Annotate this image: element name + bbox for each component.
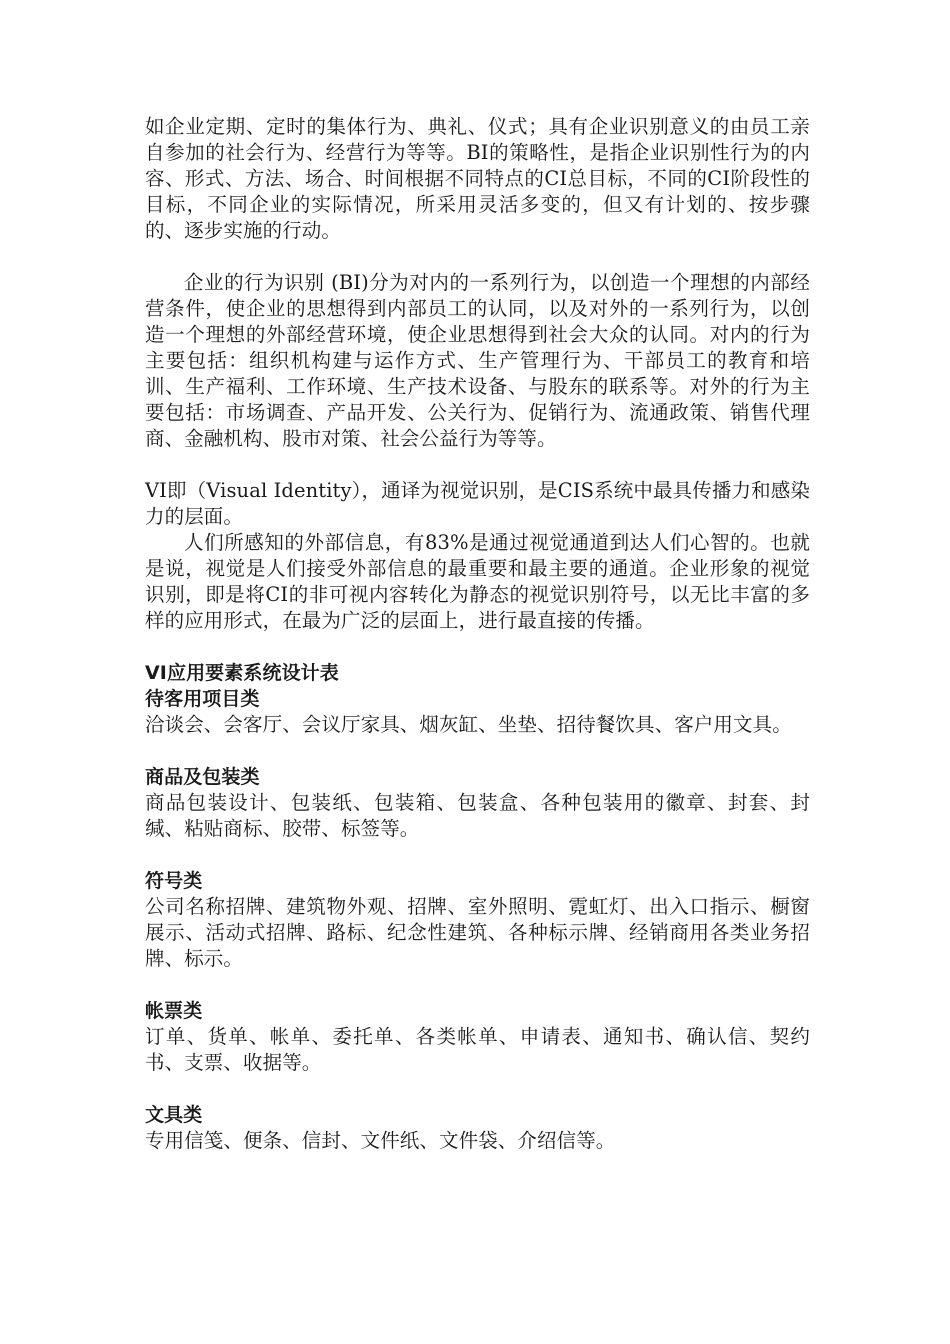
category-content: 专用信笺、便条、信封、文件纸、文件袋、介绍信等。	[145, 1129, 616, 1152]
category-forms	[145, 998, 810, 1076]
paragraph-vi-perception: 人们所感知的外部信息，有83%是通过视觉通道到达人们心智的。也就是说，视觉是人们接受外部信息的最重要和最主要的通道。企业形象的视觉识别，即是将CI的非可视内容转化为静态的视觉识别符号，以无比丰富的多样的应用形式，在最为广泛的层面上，进行最直接的传播。	[145, 531, 810, 632]
category-title: 帐票类	[145, 1000, 203, 1022]
category-content: 洽谈会、会客厅、会议厅家具、烟灰缸、坐垫、招待餐饮具、客户用文具。	[145, 713, 792, 736]
category-stationery	[145, 1102, 810, 1154]
category-content: 订单、货单、帐单、委托单、各类帐单、申请表、通知书、确认信、契约书、支票、收据等。	[145, 1025, 810, 1074]
paragraph-bi-internal-external: 企业的行为识别 (BI)分为对内的一系列行为，以创造一个理想的内部经营条件，使企业的思想得到内部员工的认同，以及对外的一系列行为，以创造一个理想的外部经营环境，使企业思想得到社会大众的认同。对内的行为主要包括：组织机构建与运作方式、生产管理行为、干部员工的教育和培训、生产福利、工作环境、生产技术设备、与股东的联系等。对外的行为主要包括：市场调查、产品开发、公关行为、促销行为、流通政策、销售代理商、金融机构、股市对策、社会公益行为等等。	[145, 271, 810, 450]
category-title: 符号类	[145, 870, 203, 892]
category-content: 商品包装设计、包装纸、包装箱、包装盒、各种包装用的徽章、封套、封缄、粘贴商标、胶带、标签等。	[145, 791, 810, 840]
category-content: 公司名称招牌、建筑物外观、招牌、室外照明、霓虹灯、出入口指示、橱窗展示、活动式招牌、路标、纪念性建筑、各种标示牌、经销商用各类业务招牌、标示。	[145, 895, 810, 970]
document-page	[145, 114, 810, 1154]
category-title: 待客用项目类	[145, 688, 260, 710]
paragraph-bi-strategy: 如企业定期、定时的集体行为、典礼、仪式；具有企业识别意义的由员工亲自参加的社会行为、经营行为等等。BI的策略性，是指企业识别性行为的内容、形式、方法、场合、时间根据不同特点的CI总目标，不同的CI阶段性的目标，不同企业的实际情况，所采用灵活多变的，但又有计划的、按步骤的、逐步实施的行动。	[145, 115, 810, 242]
paragraph-vi-definition: VI即（Visual Identity），通译为视觉识别，是CIS系统中最具传播力和感染力的层面。	[145, 479, 810, 528]
vi-table-section	[145, 660, 810, 1154]
category-reception	[145, 686, 810, 738]
category-packaging	[145, 764, 810, 842]
category-title: 商品及包装类	[145, 766, 260, 788]
category-signage	[145, 868, 810, 972]
vi-table-title: VI应用要素系统设计表	[145, 662, 339, 684]
category-title: 文具类	[145, 1104, 203, 1126]
